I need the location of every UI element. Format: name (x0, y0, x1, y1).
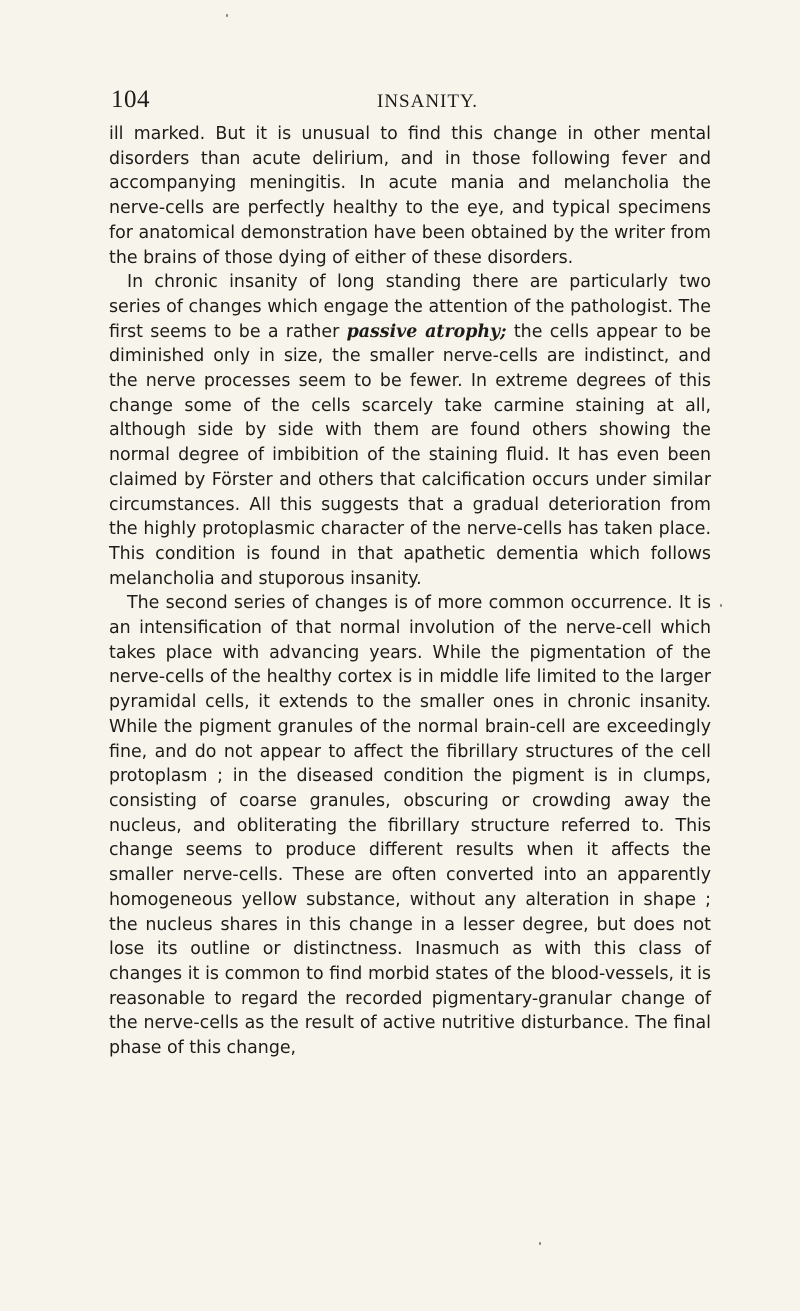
running-head: INSANITY. (377, 91, 479, 112)
paragraph-3 (109, 591, 711, 1060)
body-text (109, 122, 711, 1061)
paragraph-3-text: The second series of changes is of more common occurrence. It is an intensification of that normal involution of the nerve-cell which takes place with advancing years. While the pigmentation of the nerve-cells of the healthy cortex is in middle life limited to the larger pyramidal cells, it extends to the smaller ones in chronic insanity. While the pigment granules of the normal brain-cell are exceedingly fine, and do not appear to affect the fibrillary structures of the cell protoplasm ; in the diseased condition the pigment is in clumps, consisting of coarse granules, obscuring or crowding away the nucleus, and obliterating the fibrillary structure referred to. This change seems to produce different results when it affects the smaller nerve-cells. These are often converted into an apparently homogeneous yellow substance, without any alteration in shape ; the nucleus shares in this change in a lesser degree, but does not lose its outline or distinctness. Inasmuch as with this class of changes it is common to find morbid states of the blood-vessels, it is reasonable to regard the recorded pigmentary-granular change of the nerve-cells as the result of active nutritive disturbance. The final phase of this change, (109, 593, 711, 1059)
paragraph-1 (109, 122, 711, 270)
emphasis-passive-atrophy: passive atrophy; (346, 321, 507, 342)
paragraph-1-text: ill marked. But it is unusual to find this change in other mental disorders than acute delirium, and in those following fever and accompanying meningitis. In acute mania and melancholia the nerve-cells are perfectly healthy to the eye, and typical specimens for anatomical demonstration have been obtained by the writer from the brains of those dying of either of these disorders. (109, 124, 711, 268)
paragraph-2-text-b: the cells appear to be diminished only in size, the smaller nerve-cells are indistinct, and the nerve processes seem to be fewer. In extreme degrees of this change some of the cells scarcely take carmine staining at all, although side by side with them are found others showing the normal degree of imbibition of the staining fluid. It has even been claimed by Förster and others that calcification occurs under similar circumstances. All this suggests that a gradual deterioration from the highly protoplasmic character of the nerve-cells has taken place. This condition is found in that apathetic dementia which follows melancholia and stuporous insanity. (109, 321, 711, 589)
paragraph-2-text-a: In chronic insanity of long standing there are particularly two series of changes which engage the attention of the pathologist. The first seems to be a rather (109, 272, 711, 342)
paper-speck (226, 14, 228, 17)
book-page (109, 82, 711, 1061)
page-number: 104 (111, 86, 150, 113)
paper-speck (720, 604, 722, 607)
paper-speck (539, 1242, 541, 1245)
paragraph-2 (109, 270, 711, 591)
page-header (109, 82, 711, 122)
